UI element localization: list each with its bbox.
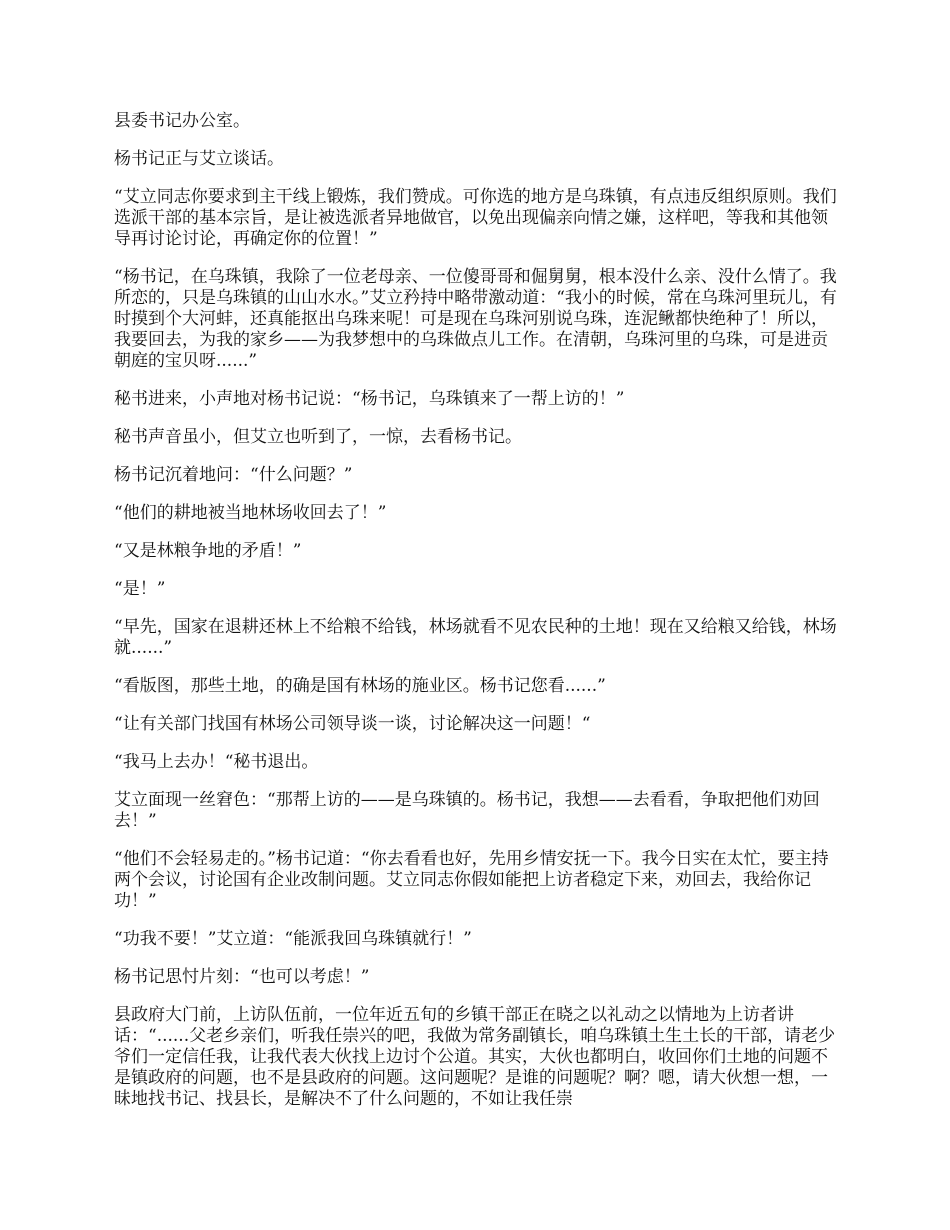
paragraph: 秘书进来，小声地对杨书记说：“杨书记，乌珠镇来了一帮上访的！” [114,389,625,409]
paragraph: “他们的耕地被当地林场收回去了！” [114,503,387,523]
paragraph: 艾立面现一丝窘色：“那帮上访的——是乌珠镇的。杨书记，我想——去看看，争取把他们劝回去！” [114,790,820,831]
paragraph: “功我不要！”艾立道：“能派我回乌珠镇就行！” [114,929,472,949]
paragraph: “早先，国家在退耕还林上不给粮不给钱，林场就看不见农民种的土地！现在又给粮又给钱，林场就......” [114,617,837,658]
paragraph: “看版图，那些土地，的确是国有林场的施业区。杨书记您看......” [114,676,606,696]
paragraph: 杨书记思忖片刻：“也可以考虑！” [114,967,370,987]
paragraph: 杨书记沉着地问：“什么问题？” [114,465,353,485]
paragraph: “艾立同志你要求到主干线上锻炼，我们赞成。可你选的地方是乌珠镇，有点违反组织原则。我们选派干部的基本宗旨，是让被选派者异地做官，以免出现偏亲向情之嫌，这样吧，等我和其他领导再讨论讨论，再确定你的位置！” [114,187,837,249]
paragraph: “他们不会轻易走的。”杨书记道：“你去看看也好，先用乡情安抚一下。我今日实在太忙，要主持两个会议，讨论国有企业改制问题。艾立同志你假如能把上访者稳定下来，劝回去，我给你记功！” [114,849,829,911]
paragraph: 县政府大门前，上访队伍前，一位年近五旬的乡镇干部正在晓之以礼动之以情地为上访者讲话：“......父老乡亲们，听我任崇兴的吧，我做为常务副镇长，咱乌珠镇土生土长的干部，请老少爷们一定信任我，让我代表大伙找上边讨个公道。其实，大伙也都明白，收回你们土地的问题不是镇政府的问题，也不是县政府的问题。这问题呢？是谁的问题呢？啊？嗯，请大伙想一想，一昧地找书记、找县长，是解决不了什么问题的，不如让我任崇 [114,1005,836,1109]
paragraph: 杨书记正与艾立谈话。 [114,149,284,169]
paragraph: “杨书记，在乌珠镇，我除了一位老母亲、一位傻哥哥和倔舅舅，根本没什么亲、没什么情了。我所恋的，只是乌珠镇的山山水水。”艾立矜持中略带激动道：“我小的时候，常在乌珠河里玩儿，有时摸到个大河蚌，还真能抠出乌珠来呢！可是现在乌珠河别说乌珠，连泥鳅都快绝种了！所以，我要回去，为我的家乡——为我梦想中的乌珠做点儿工作。在清朝，乌珠河里的乌珠，可是进贡朝庭的宝贝呀......” [114,267,837,371]
paragraph: “我马上去办！“秘书退出。 [114,752,319,772]
paragraph: 秘书声音虽小，但艾立也听到了，一惊，去看杨书记。 [114,427,522,447]
document-page [114,111,840,1127]
paragraph: “让有关部门找国有林场公司领导谈一谈，讨论解决这一问题！“ [114,714,591,734]
paragraph: 县委书记办公室。 [114,111,250,131]
paragraph: “是！” [114,579,166,599]
paragraph: “又是林粮争地的矛盾！” [114,541,302,561]
